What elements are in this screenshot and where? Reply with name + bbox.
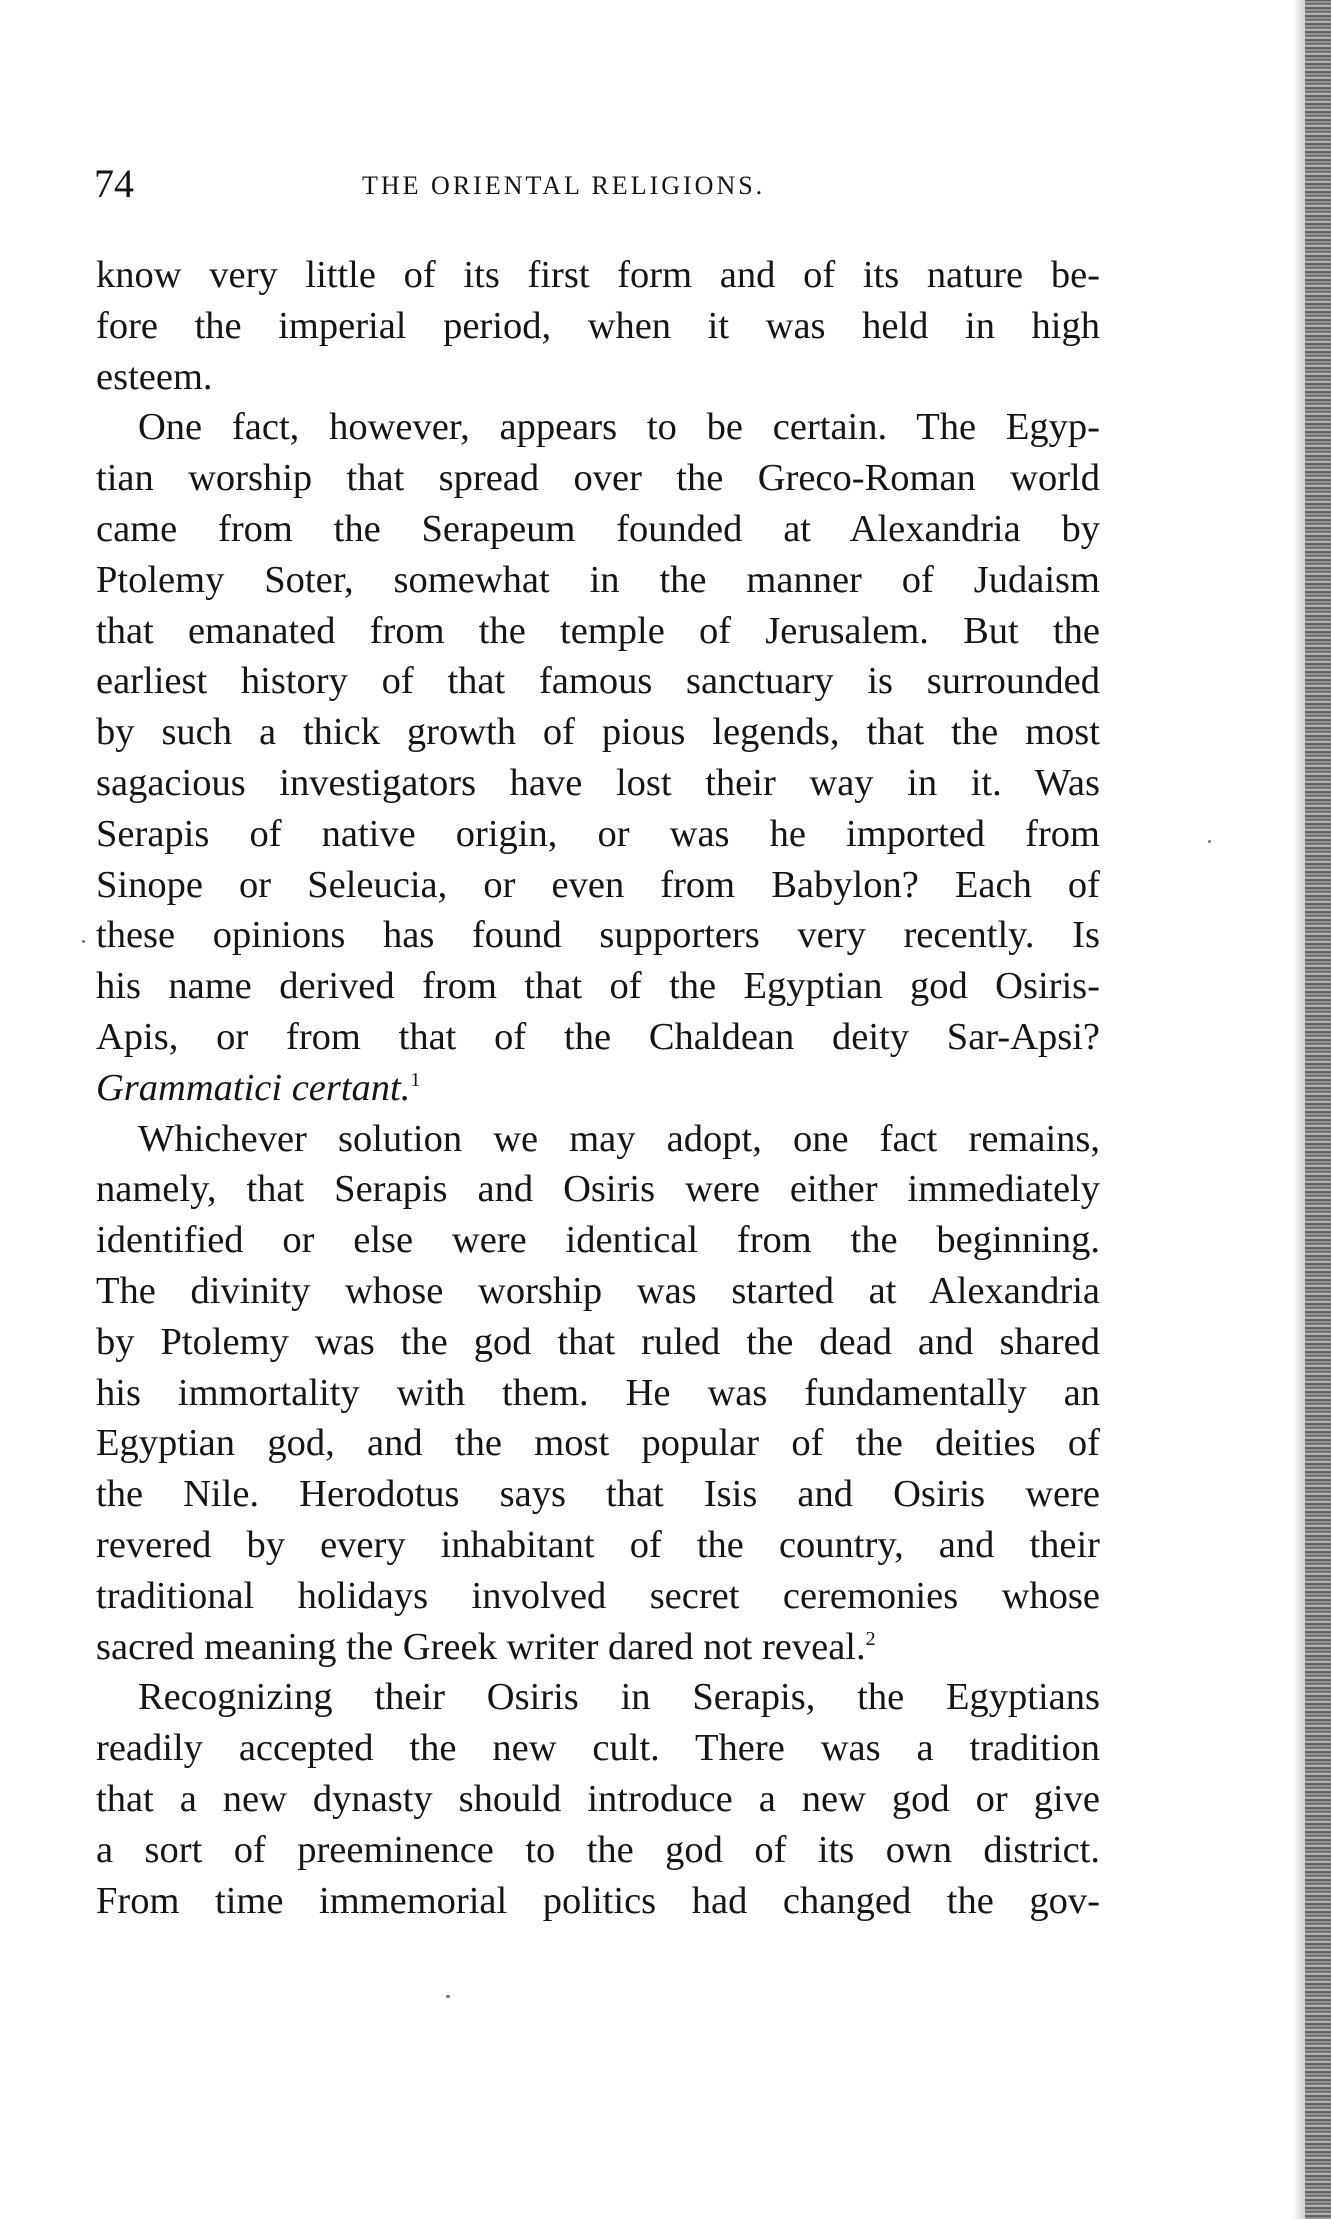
text-line: identified or else were identical from the beginning. xyxy=(96,1219,1100,1262)
paragraph-4 xyxy=(96,1672,1100,1926)
paragraph-2 xyxy=(96,402,1100,1113)
text-line: The divinity whose worship was started at Alexandria xyxy=(96,1269,1100,1312)
text-line: his immortality with them. He was fundamentally an xyxy=(96,1371,1100,1414)
text-line: One fact, however, appears to be certain. The Egyp- xyxy=(138,406,1100,449)
scan-speck xyxy=(82,940,85,943)
text-line: sagacious investigators have lost their way in it. Was xyxy=(96,761,1100,804)
text-line: revered by every inhabitant of the country, and their xyxy=(96,1523,1100,1566)
page-number: 74 xyxy=(94,161,134,206)
page-header xyxy=(94,160,1100,208)
text-line: that a new dynasty should introduce a new god or give xyxy=(96,1777,1100,1820)
text-line: namely, that Serapis and Osiris were either immediately xyxy=(96,1168,1100,1211)
paragraph-3 xyxy=(96,1114,1100,1673)
footnote-ref-1[interactable]: 1 xyxy=(410,1068,421,1091)
scan-speck xyxy=(1208,840,1211,843)
text-line xyxy=(96,1622,1100,1673)
text-line: know very little of its first form and of its nature be- xyxy=(96,254,1100,296)
italic-phrase: Grammatici certant. xyxy=(96,1066,411,1109)
text-line: a sort of preeminence to the god of its own district. xyxy=(96,1828,1100,1871)
text-line: Ptolemy Soter, somewhat in the manner of Judaism xyxy=(96,558,1100,601)
text-line: by such a thick growth of pious legends, that the most xyxy=(96,711,1100,754)
text-line: readily accepted the new cult. There was a tradition xyxy=(96,1727,1100,1770)
body-text xyxy=(96,250,1100,1926)
text-line: From time immemorial politics had changed the gov- xyxy=(96,1879,1100,1922)
text-line: Apis, or from that of the Chaldean deity Sar-Apsi? xyxy=(96,1015,1100,1058)
text-line: Recognizing their Osiris in Serapis, the Egyptians xyxy=(138,1676,1100,1719)
text-line: traditional holidays involved secret ceremonies whose xyxy=(96,1574,1100,1617)
line-text: sacred meaning the Greek writer dared not reveal. xyxy=(96,1625,866,1668)
text-line: tian worship that spread over the Greco-Roman world xyxy=(96,457,1100,500)
paragraph-1 xyxy=(96,250,1100,402)
text-line: the Nile. Herodotus says that Isis and Osiris were xyxy=(96,1473,1100,1516)
scan-edge xyxy=(1305,0,1331,2219)
text-line: Serapis of native origin, or was he imported from xyxy=(96,812,1100,855)
running-title: THE ORIENTAL RELIGIONS. xyxy=(362,171,766,200)
text-line: came from the Serapeum founded at Alexandria by xyxy=(96,507,1100,550)
text-line: that emanated from the temple of Jerusalem. But the xyxy=(96,609,1100,652)
text-line: earliest history of that famous sanctuary is surrounded xyxy=(96,660,1100,703)
footnote-ref-2[interactable]: 2 xyxy=(865,1627,876,1650)
text-line: esteem. xyxy=(96,355,213,398)
text-line: fore the imperial period, when it was held in high xyxy=(96,304,1100,347)
text-line xyxy=(96,1063,1100,1114)
text-line: these opinions has found supporters very recently. Is xyxy=(96,914,1100,957)
text-line: by Ptolemy was the god that ruled the dead and shared xyxy=(96,1320,1100,1363)
scan-speck xyxy=(446,1995,450,1998)
text-line: Whichever solution we may adopt, one fact remains, xyxy=(138,1117,1100,1160)
text-line: Sinope or Seleucia, or even from Babylon? Each of xyxy=(96,863,1100,906)
text-line: Egyptian god, and the most popular of the deities of xyxy=(96,1422,1100,1465)
text-line: his name derived from that of the Egyptian god Osiris- xyxy=(96,965,1100,1008)
scan-shadow xyxy=(1293,0,1305,2219)
